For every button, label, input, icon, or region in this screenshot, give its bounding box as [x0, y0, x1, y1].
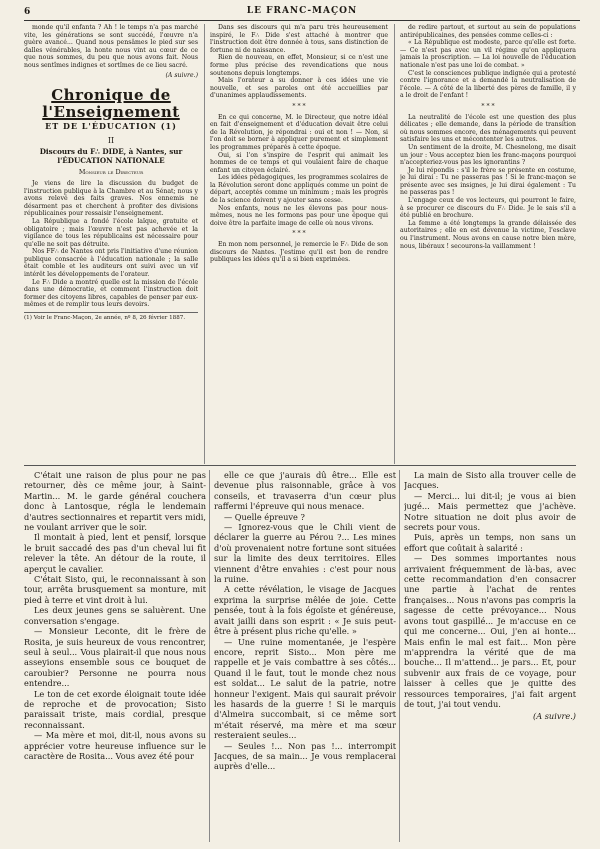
article-paragraph: La République a fondé l'école laïque, gratuite et obligatoire ; mais l'œuvre n'est pas achevée et la vigilance de tous les républicains est nécessaire pour qu'elle ne soit pas détruite.: [24, 217, 198, 248]
article-paragraph: Nos enfants, nous ne les élevons pas pour nous-mêmes, nous ne les formons pas pour une époque qui doive être la parfaite image de celle où nous vivons.: [210, 204, 388, 227]
serial-column-3: [404, 470, 576, 842]
section-number: II: [107, 135, 115, 145]
serial-paragraph: — Merci... lui dit-il; je vous ai bien jugé... Mais permettez que j'achève. Notre situation ne doit plus avoir de secrets pour vous.: [404, 490, 576, 533]
footnote: (1) Voir le Franc-Maçon, 2e année, nº 8, 26 février 1887.: [24, 312, 198, 322]
serial-paragraph: — Monsieur Leconte, dit le frère de Rosita, je suis heureux de vous rencontrer, seul à seul... Vous plairait-il que nous nous asseyions ensemble sous ce bouquet de caroubier? Personne ne pourra nous entendre...: [24, 626, 206, 689]
serial-paragraph: C'était Sisto, qui, le reconnaissant à son tour, arrêta brusquement sa monture, mit pied à terre et vint droit à lui.: [24, 574, 206, 605]
column-rule: [209, 470, 210, 842]
feuilleton-rule: [24, 465, 576, 466]
article-paragraph: En mon nom personnel, je remercie le F∴ Dide de son discours de Nantes. J'estime qu'il est bon de rendre publiques les idées qu'il a si bien exprimées.: [210, 241, 388, 264]
serial-paragraph: Puis, après un temps, non sans un effort que coûtait à salarité :: [404, 532, 576, 553]
speech-title: Discours du F∴ DIDE, à Nantes, sur l'ÉDUCATION NATIONALE: [39, 147, 183, 166]
top-column-2: [210, 24, 388, 462]
article-paragraph: En ce qui concerne, M. le Directeur, que notre idéal en fait d'enseignement et d'éducation devait être celui de la Révolution, je répondrai : oui et non ! — Non, si l'on doit se borner à appliquer purement et simplement les programmes préparés à cette époque.: [210, 113, 388, 151]
article-paragraph: Nos FF∴ de Nantes ont pris l'initiative d'une réunion publique consacrée à l'éducation nationale ; la salle était comble et les auditeurs ont suivi avec un vif intérêt les développements de l'orateur.: [24, 248, 198, 279]
page-header: [24, 6, 580, 21]
serial-column-2: [214, 470, 396, 842]
article-paragraph: La femme a été longtemps la grande délaissée des autoritaires ; elle en est devenue la victime, l'esclave ou l'instrument. Nous avons en cause notre bien mère, nous, libéraux ! secourons-la vaillamment !: [400, 219, 576, 250]
article-paragraph: de redire partout, et surtout au sein de populations antirépublicaines, des pensées comme celles-ci :: [400, 24, 576, 39]
column-rule: [399, 470, 400, 842]
article-paragraph: Rien de nouveau, en effet, Monsieur, si ce n'est une forme plus précise des revendications que nous soutenons depuis longtemps.: [210, 54, 388, 77]
column-rule: [394, 24, 395, 464]
article-paragraph: Un sentiment de la droite, M. Chesnelong, me disait un jour : Vous acceptez bien les franc-maçons pourquoi n'accepteriez-vous pas les ignorantins ?: [400, 143, 576, 167]
serial-paragraph: — Seules !... Non pas !... interrompit Jacques, de sa main... Je vous remplacerai auprès d'elle...: [214, 740, 396, 772]
newspaper-title: LE FRANC-MAÇON: [246, 6, 358, 16]
article-paragraph: C'est le consciences publique indignée qui a protesté contre l'ignorance et a demandé la neutralisation de l'école. — A côté de la liberté des pères de famille, il y a le droit de l'enfant !: [400, 69, 576, 100]
section-divider-stars: * * *: [292, 102, 306, 110]
serial-paragraph: — Quelle épreuve ?: [224, 511, 305, 522]
article-paragraph: « La République est modeste, parce qu'elle est forte. — Ce n'est pas avec un vil régime qu'on appliquera jamais la proscription. — La loi nouvelle de l'éducation nationale n'est pas une loi de combat. »: [400, 39, 576, 69]
article-paragraph: Je viens de lire la discussion du budget de l'instruction publique à la Chambre et au Sénat; nous y avons relevé des faits graves. Nos ennemis ne désarment pas et cherchent à profiter des divisions républicaines pour ressaisir l'enseignement.: [24, 179, 198, 218]
serial-paragraph: elle ce que j'aurais dû être... Elle est devenue plus raisonnable, grâce à vos conseils, et travaserra d'un cœur plus raffermi l'épreuve qui nous menace.: [214, 470, 396, 512]
intro-paragraph: monde qu'il enfanta ? Ah ! le temps n'a pas marché vite, les générations se sont succédé, l'œuvre n'a guère avancé... Quand nous pensâmes le pied sur ses dalles vénérables, la honte nous vint au cœur de ce que nous sommes, du peu que nous avons fait. Nous nous sentîmes indignes et sortîmes de ce lieu sacré.: [24, 24, 198, 69]
serial-column-1: [24, 470, 206, 842]
serial-paragraph: — Ma mère et moi, dit-il, nous avons su apprécier votre heureuse influence sur le caractère de Rosita... Vous avez été pour: [24, 730, 206, 761]
article-paragraph: La neutralité de l'école est une question des plus délicates ; elle demande, dans la période de transition où nous sommes encore, des ménagements qui peuvent satisfaire les uns et mécontenter les autres.: [400, 113, 576, 144]
article-paragraph: Dans ses discours qui m'a paru très heureusement inspiré, le F∴ Dide s'est attaché à montrer que l'instruction doit être donnée à tous, sans distinction de fortune ni de naissance.: [210, 24, 388, 54]
article-paragraph: Oui, si l'on s'inspire de l'esprit qui animait les hommes de ce temps et qui voulaient faire de chaque enfant un citoyen éclairé.: [210, 151, 388, 174]
top-column-1: [24, 24, 198, 462]
serial-paragraph: C'était une raison de plus pour ne pas retourner, dès ce même jour, à Saint-Martin... M. le garde général couchera donc à Lantosque, régla le lendemain d'autres sectionnaires et repartit vers midi, ne voulant arriver que le soir.: [24, 470, 206, 533]
article-paragraph: Le F∴ Dide a montré quelle est la mission de l'école dans une démocratie, et comment l'instruction doit former des citoyens libres, capables de penser par eux-mêmes et de remplir tous leurs devoirs.: [24, 278, 198, 309]
article-paragraph: L'engage ceux de vos lecteurs, qui pourront le faire, à se procurer ce discours du F∴ Dide. Je le sais s'il a été publié en brochure.: [400, 197, 576, 220]
article-paragraph: Les idées pédagogiques, les programmes scolaires de la Révolution seront donc appliqués comme un point de départ, acceptés comme un minimum ; mais les progrès de la science doivent y ajouter sans cesse.: [210, 174, 388, 205]
serial-paragraph: — Ignorez-vous que le Chili vient de déclarer la guerre au Pérou ?... Les mines d'où provenaient notre fortune sont situées sur la limite des deux territoires. Elles viennent d'être envahies : c'est pour nous la ruine.: [214, 522, 396, 585]
column-rule: [204, 24, 205, 464]
serial-paragraph: Le ton de cet exorde éloignait toute idée de reproche et de provocation; Sisto paraissait triste, mais cordial, presque reconnaissant.: [24, 688, 206, 730]
section-divider-stars: * * *: [292, 230, 306, 238]
salutation: Monsieur le Directeur: [78, 168, 144, 177]
serial-paragraph: — Des sommes importantes nous arrivaient fréquemment de là-bas, avec cette recommandation d'en consacrer une partie à l'achat de rentes françaises... Nous n'avons pas compris la sagesse de cette prévoyance... Nous avons tout gaspillé... Je m'accuse en ce qui me concerne... Oui, j'en ai honte... Mais enfin le mal est fait... Mon père m'apprendra la vérité que de ma bouche... Il m'attend... je pars... Et, pour subvenir aux frais de ce voyage, pour laisser à celles que je quitte des ressources temporaires, j'ai fait argent de tout, j'ai tout vendu.: [404, 553, 576, 709]
page-number: 6: [24, 7, 31, 17]
article-paragraph: Mais l'orateur a su donner à ces idées une vie nouvelle, et ses paroles ont été accueillies par d'unanimes applaudissements.: [210, 77, 388, 100]
article-paragraph: Je lui répondis : s'il le frère se présente en costume, je lui dirai : Tu ne passeras pas ! Si le franc-maçon se présente avec ses insignes, je lui dirai également : Tu ne passeras pas !: [400, 166, 576, 197]
section-divider-stars: * * *: [481, 102, 495, 110]
serial-paragraph: La main de Sisto alla trouver celle de Jacques.: [404, 470, 576, 491]
top-column-3: [400, 24, 576, 462]
serial-paragraph: — Une ruine momentanée, je l'espère encore, reprit Sisto... Mon père me rappelle et je vais combattre à ses côtés... Quand il le faut, tout le monde chez nous est soldat... Le salut de la patrie, notre honneur l'exigent. Mais qui saurait prévoir les hasards de la guerre ! Si le marquis d'Almeira succombait, si ce même sort m'était réservé, ma mère et ma sœur resteraient seules...: [214, 636, 396, 741]
to-be-continued: (A suivre.): [165, 71, 198, 79]
serial-paragraph: Les deux jeunes gens se saluèrent. Une conversation s'engage.: [24, 605, 206, 626]
serial-paragraph: Il montait à pied, lent et pensif, lorsque le bruit saccadé des pas d'un cheval lui fit relever la tête. An détour de la route, il aperçut le cavalier.: [24, 532, 206, 574]
chronicle-title: Chronique de l'Enseignement: [42, 86, 180, 122]
serial-paragraph: A cette révélation, le visage de Jacques exprima la surprise mêlée de joie. Cette pensée, tout à la fois égoïste et généreuse, avait jailli dans son esprit : « Je suis peut-être à présent plus riche qu'elle. »: [214, 584, 396, 637]
chronicle-subtitle: ET DE L'ÉDUCATION (1): [45, 121, 177, 132]
to-be-continued: (A suivre.): [533, 711, 576, 722]
